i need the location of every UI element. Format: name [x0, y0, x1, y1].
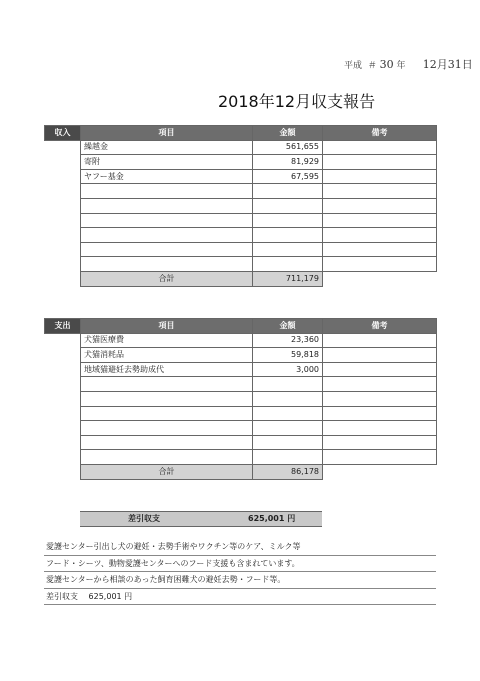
- balance-bar: [80, 511, 322, 527]
- row-spacer: [45, 242, 81, 257]
- row-spacer: [45, 140, 81, 155]
- expense-total-value: 86,178: [253, 464, 323, 479]
- expense-row: [45, 406, 437, 421]
- row-spacer: [45, 421, 81, 436]
- item-cell: 地域猫避妊去勢助成代: [81, 362, 253, 377]
- item-cell: [81, 198, 253, 213]
- notes-section: [44, 539, 436, 605]
- expense-total-row: [45, 464, 437, 479]
- item-cell: [81, 213, 253, 228]
- column-amount-header: 金額: [253, 319, 323, 334]
- amount-cell: 59,818: [253, 348, 323, 363]
- item-cell: [81, 242, 253, 257]
- remarks-cell: [323, 362, 437, 377]
- amount-cell: [253, 228, 323, 243]
- row-spacer: [45, 362, 81, 377]
- expense-row: [45, 333, 437, 348]
- expense-total-label: 合計: [81, 464, 253, 479]
- row-spacer: [45, 184, 81, 199]
- expense-section-label: 支出: [45, 319, 81, 334]
- expense-header-row: [45, 319, 437, 334]
- amount-cell: [253, 406, 323, 421]
- remarks-cell: [323, 421, 437, 436]
- remarks-cell: [323, 228, 437, 243]
- item-cell: [81, 228, 253, 243]
- item-cell: [81, 257, 253, 272]
- amount-cell: [253, 213, 323, 228]
- income-row: [45, 198, 437, 213]
- era-label: 平成: [344, 61, 363, 71]
- row-spacer: [45, 391, 81, 406]
- note-line: フード・シーツ、動物愛護センターへのフード支援も含まれています。: [44, 556, 436, 573]
- remarks-cell: [323, 333, 437, 348]
- amount-cell: [253, 435, 323, 450]
- expense-row: [45, 377, 437, 392]
- remarks-cell: [323, 435, 437, 450]
- row-spacer: [45, 271, 81, 286]
- column-amount-header: 金額: [253, 126, 323, 141]
- expense-row: [45, 435, 437, 450]
- expense-row: [45, 348, 437, 363]
- remarks-cell: [323, 198, 437, 213]
- row-spacer: [45, 213, 81, 228]
- item-cell: [81, 184, 253, 199]
- report-date: [344, 56, 473, 72]
- item-cell: 犬猫医療費: [81, 333, 253, 348]
- item-cell: [81, 377, 253, 392]
- column-remarks-header: 備考: [323, 126, 437, 141]
- income-row: [45, 213, 437, 228]
- income-row: [45, 155, 437, 170]
- row-spacer: [45, 333, 81, 348]
- column-item-header: 項目: [81, 126, 253, 141]
- column-remarks-header: 備考: [323, 319, 437, 334]
- remarks-cell: [323, 242, 437, 257]
- amount-cell: 23,360: [253, 333, 323, 348]
- row-spacer: [45, 377, 81, 392]
- row-spacer: [45, 155, 81, 170]
- remarks-cell: [323, 169, 437, 184]
- amount-cell: [253, 184, 323, 199]
- expense-row: [45, 362, 437, 377]
- remarks-cell: [323, 450, 437, 465]
- year-handwritten: 30: [379, 58, 394, 71]
- note-line: 愛護センターから相談のあった飼育困難犬の避妊去勢・フード等。: [44, 572, 436, 589]
- year-mark: ＃: [367, 61, 377, 71]
- column-item-header: 項目: [81, 319, 253, 334]
- income-table: [44, 125, 437, 287]
- amount-cell: [253, 391, 323, 406]
- expense-row: [45, 421, 437, 436]
- note-line: 差引収支 625,001 円: [44, 589, 436, 606]
- amount-cell: 67,595: [253, 169, 323, 184]
- remarks-cell: [323, 184, 437, 199]
- row-spacer: [45, 450, 81, 465]
- income-section-label: 収入: [45, 126, 81, 141]
- expense-row: [45, 450, 437, 465]
- item-cell: 寄附: [81, 155, 253, 170]
- income-row: [45, 242, 437, 257]
- row-spacer: [45, 257, 81, 272]
- year-suffix: 年: [396, 61, 406, 71]
- row-spacer: [323, 271, 437, 286]
- remarks-cell: [323, 406, 437, 421]
- amount-cell: 81,929: [253, 155, 323, 170]
- remarks-cell: [323, 213, 437, 228]
- page-title: 2018年12月収支報告: [218, 92, 376, 111]
- date-handwritten: 12月31日: [422, 58, 473, 71]
- note-line: 愛護センター引出し犬の避妊・去勢手術やワクチン等のケア、ミルク等: [44, 539, 436, 556]
- row-spacer: [45, 198, 81, 213]
- income-total-label: 合計: [81, 271, 253, 286]
- row-spacer: [45, 169, 81, 184]
- item-cell: 繰越金: [81, 140, 253, 155]
- balance-label: 差引収支: [128, 514, 160, 523]
- remarks-cell: [323, 348, 437, 363]
- row-spacer: [45, 406, 81, 421]
- item-cell: [81, 435, 253, 450]
- balance-value: 625,001 円: [248, 514, 296, 523]
- item-cell: [81, 391, 253, 406]
- amount-cell: [253, 450, 323, 465]
- amount-cell: [253, 377, 323, 392]
- remarks-cell: [323, 155, 437, 170]
- income-row: [45, 140, 437, 155]
- item-cell: [81, 450, 253, 465]
- remarks-cell: [323, 140, 437, 155]
- amount-cell: 561,655: [253, 140, 323, 155]
- income-row: [45, 184, 437, 199]
- row-spacer: [323, 464, 437, 479]
- expense-row: [45, 391, 437, 406]
- row-spacer: [45, 348, 81, 363]
- amount-cell: [253, 242, 323, 257]
- remarks-cell: [323, 257, 437, 272]
- income-row: [45, 169, 437, 184]
- expense-table: [44, 318, 437, 480]
- amount-cell: 3,000: [253, 362, 323, 377]
- income-header-row: [45, 126, 437, 141]
- item-cell: 犬猫消耗品: [81, 348, 253, 363]
- income-row: [45, 228, 437, 243]
- income-total-row: [45, 271, 437, 286]
- amount-cell: [253, 257, 323, 272]
- income-total-value: 711,179: [253, 271, 323, 286]
- item-cell: [81, 406, 253, 421]
- item-cell: ヤフー基金: [81, 169, 253, 184]
- row-spacer: [45, 435, 81, 450]
- row-spacer: [45, 464, 81, 479]
- remarks-cell: [323, 377, 437, 392]
- income-row: [45, 257, 437, 272]
- item-cell: [81, 421, 253, 436]
- remarks-cell: [323, 391, 437, 406]
- amount-cell: [253, 421, 323, 436]
- amount-cell: [253, 198, 323, 213]
- row-spacer: [45, 228, 81, 243]
